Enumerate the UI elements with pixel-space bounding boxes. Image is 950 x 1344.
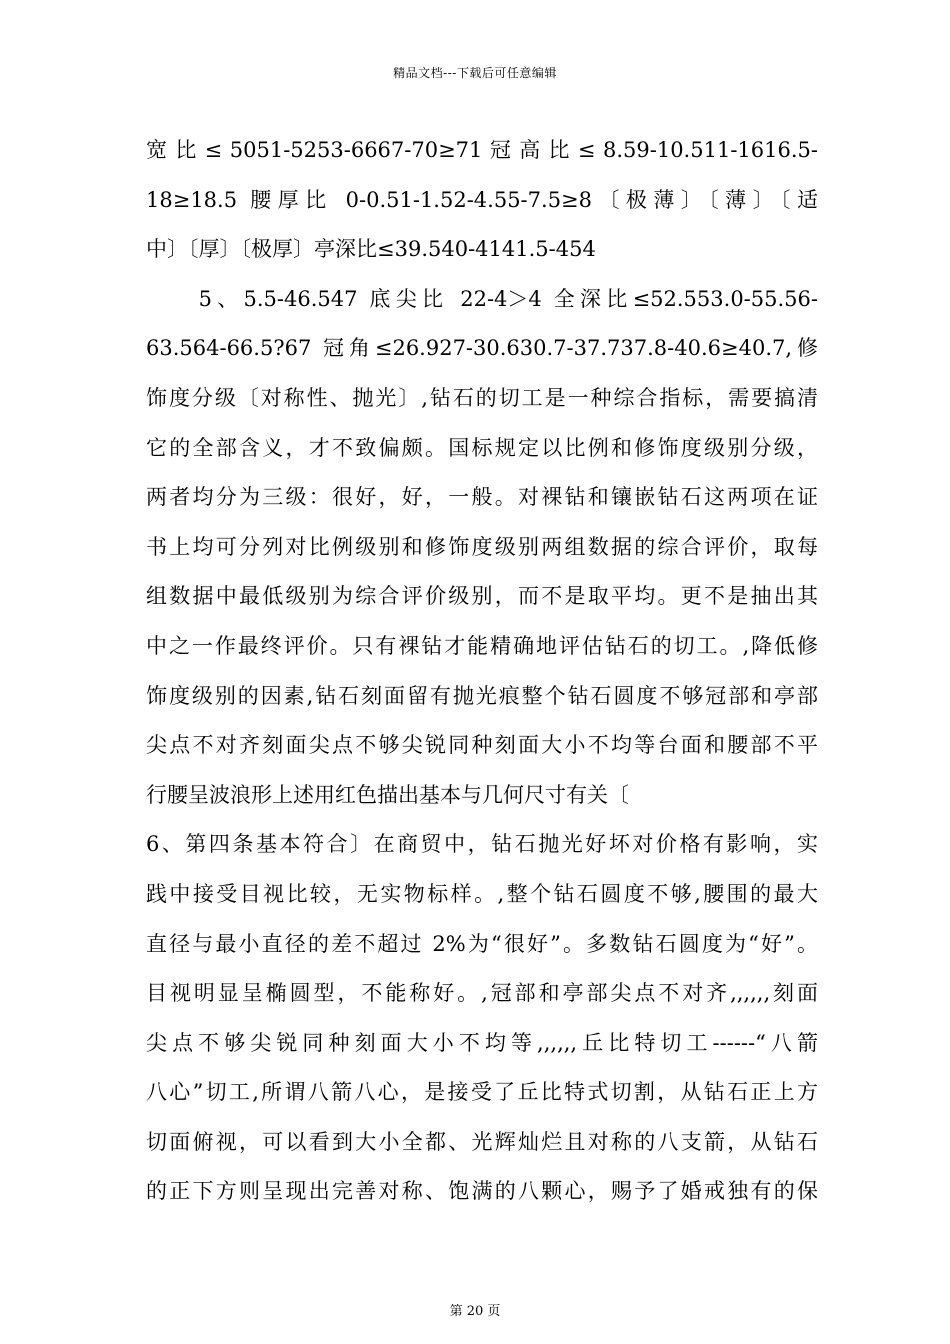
text-line: 书上均可分列对比例级别和修饰度级别两组数据的综合评价，取每 (146, 534, 818, 559)
text-line: 目视明显呈椭圆型，不能称好。,冠部和亭部尖点不对齐,,,,,,刻面 (146, 981, 818, 1006)
text-line: 八心”切工,所谓八箭八心，是接受了丘比特式切割，从钻石正上方 (146, 1080, 818, 1105)
text-line: 的正下方则呈现出完善对称、饱满的八颗心，赐予了婚戒独有的保 (146, 1179, 818, 1204)
text-line: 饰度分级〔对称性、抛光〕,钻石的切工是一种综合指标，需要搞清 (146, 385, 818, 410)
text-line: 宽 比 ≤ 5051-5253-6667-70≥71 冠 高 比 ≤ 8.59-10.511-1616.5- (146, 138, 818, 162)
text-line: 6、第四条基本符合〕在商贸中，钻石抛光好坏对价格有影响，实 (146, 832, 818, 857)
text-line: 切面俯视，可以看到大小全都、光辉灿烂且对称的八支箭，从钻石 (146, 1129, 818, 1154)
text-line: 践中接受目视比较，无实物标样。,整个钻石圆度不够,腰围的最大 (146, 881, 818, 906)
text-line: 尖点不够尖锐同种刻面大小不均等,,,,,,丘比特切工------“八箭 (146, 1030, 818, 1055)
body-text (146, 126, 818, 1217)
text-line: 组数据中最低级别为综合评价级别，而不是取平均。更不是抽出其 (146, 584, 818, 609)
text-line: 5、5.5-46.547 底尖比 22-4＞4 全深比≤52.553.0-55.56- (146, 286, 818, 311)
text-line: 18≥18.5 腰厚比 0-0.51-1.52-4.55-7.5≥8〔极薄〕〔薄〕〔适 (146, 187, 818, 212)
text-line: 行腰呈波浪形上述用红色描出基本与几何尺寸有关〔 (146, 782, 629, 807)
text-line: 直径与最小直径的差不超过 2%为“很好”。多数钻石圆度为“好”。 (146, 931, 818, 956)
text-line: 中〕〔厚〕〔极厚〕亭深比≤39.540-4141.5-454 (146, 237, 596, 262)
page-header: 精品文档---下载后可任意编辑 (393, 66, 557, 80)
text-line: 两者均分为三级：很好，好，一般。对裸钻和镶嵌钻石这两项在证 (146, 485, 818, 510)
text-line: 饰度级别的因素,钻石刻面留有抛光痕整个钻石圆度不够冠部和亭部 (146, 683, 818, 708)
text-line: 尖点不对齐刻面尖点不够尖锐同种刻面大小不均等台面和腰部不平 (146, 733, 818, 758)
text-line: 63.564-66.5?67 冠角≤26.927-30.630.7-37.737.8-40.6≥40.7,修 (146, 336, 818, 361)
text-line: 它的全部含义，才不致偏颇。国标规定以比例和修饰度级别分级， (146, 435, 818, 460)
text-line: 中之一作最终评价。只有裸钻才能精确地评估钻石的切工。,降低修 (146, 633, 818, 658)
page-number: 第 20 页 (449, 1304, 501, 1319)
